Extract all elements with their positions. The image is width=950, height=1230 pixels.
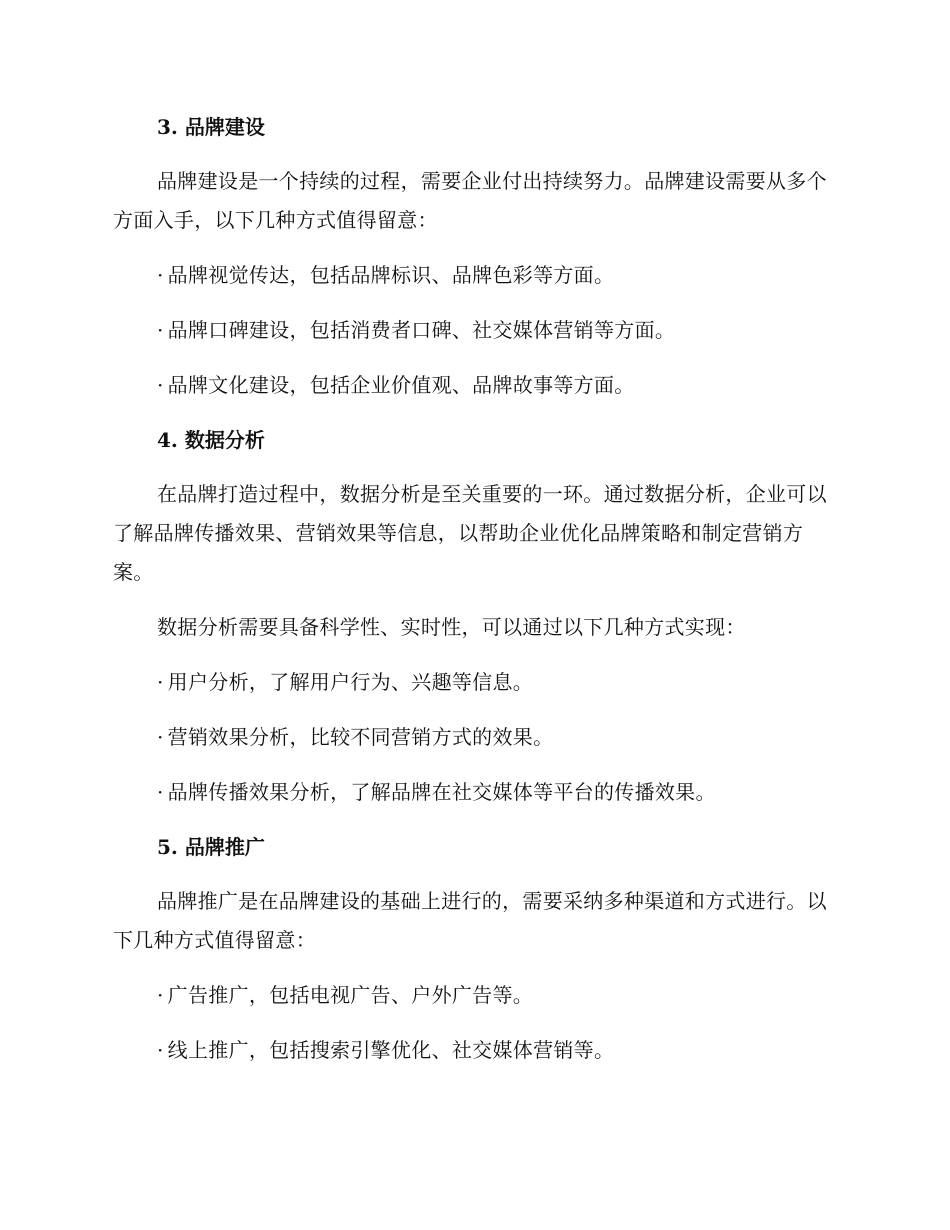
list-item-text: 品牌传播效果分析，了解品牌在社交媒体等平台的传播效果。: [167, 780, 716, 804]
list-item: [113, 976, 835, 1015]
bullet-dot-icon: ·: [157, 725, 164, 749]
section-intro-data-analysis: 在品牌打造过程中，数据分析是至关重要的一环。通过数据分析，企业可以了解品牌传播效果、营销效果等信息，以帮助企业优化品牌策略和制定营销方案。: [113, 482, 827, 584]
bullet-dot-icon: ·: [157, 670, 164, 694]
document-body: [113, 108, 835, 1086]
section-heading-brand-building: 3. 品牌建设: [157, 115, 265, 139]
section-intro2-data-analysis: 数据分析需要具备科学性、实时性，可以通过以下几种方式实现：: [157, 615, 746, 639]
list-item-text: 营销效果分析，比较不同营销方式的效果。: [167, 725, 554, 749]
bullet-dot-icon: ·: [157, 373, 164, 397]
bullet-dot-icon: ·: [157, 983, 164, 1007]
list-item: [113, 366, 835, 405]
list-item: [113, 773, 835, 812]
list-item-text: 品牌文化建设，包括企业价值观、品牌故事等方面。: [167, 373, 635, 397]
section-heading-brand-promotion: 5. 品牌推广: [157, 835, 265, 859]
bullet-dot-icon: ·: [157, 1038, 164, 1062]
list-item: [113, 256, 835, 295]
section-intro-brand-building: 品牌建设是一个持续的过程，需要企业付出持续努力。品牌建设需要从多个方面入手，以下几种方式值得留意：: [113, 169, 827, 232]
list-item-text: 广告推广，包括电视广告、户外广告等。: [167, 983, 534, 1007]
list-item: [113, 1031, 835, 1070]
list-item: [113, 663, 835, 702]
bullet-dot-icon: ·: [157, 263, 164, 287]
section-intro-brand-promotion: 品牌推广是在品牌建设的基础上进行的，需要采纳多种渠道和方式进行。以下几种方式值得留意：: [113, 889, 827, 952]
list-item-text: 品牌视觉传达，包括品牌标识、品牌色彩等方面。: [167, 263, 615, 287]
list-item-text: 用户分析，了解用户行为、兴趣等信息。: [167, 670, 534, 694]
section-heading-data-analysis: 4. 数据分析: [157, 428, 265, 452]
bullet-dot-icon: ·: [157, 780, 164, 804]
list-item-text: 品牌口碑建设，包括消费者口碑、社交媒体营销等方面。: [167, 318, 676, 342]
list-item: [113, 311, 835, 350]
bullet-dot-icon: ·: [157, 318, 164, 342]
list-item: [113, 718, 835, 757]
list-item-text: 线上推广，包括搜索引擎优化、社交媒体营销等。: [167, 1038, 615, 1062]
